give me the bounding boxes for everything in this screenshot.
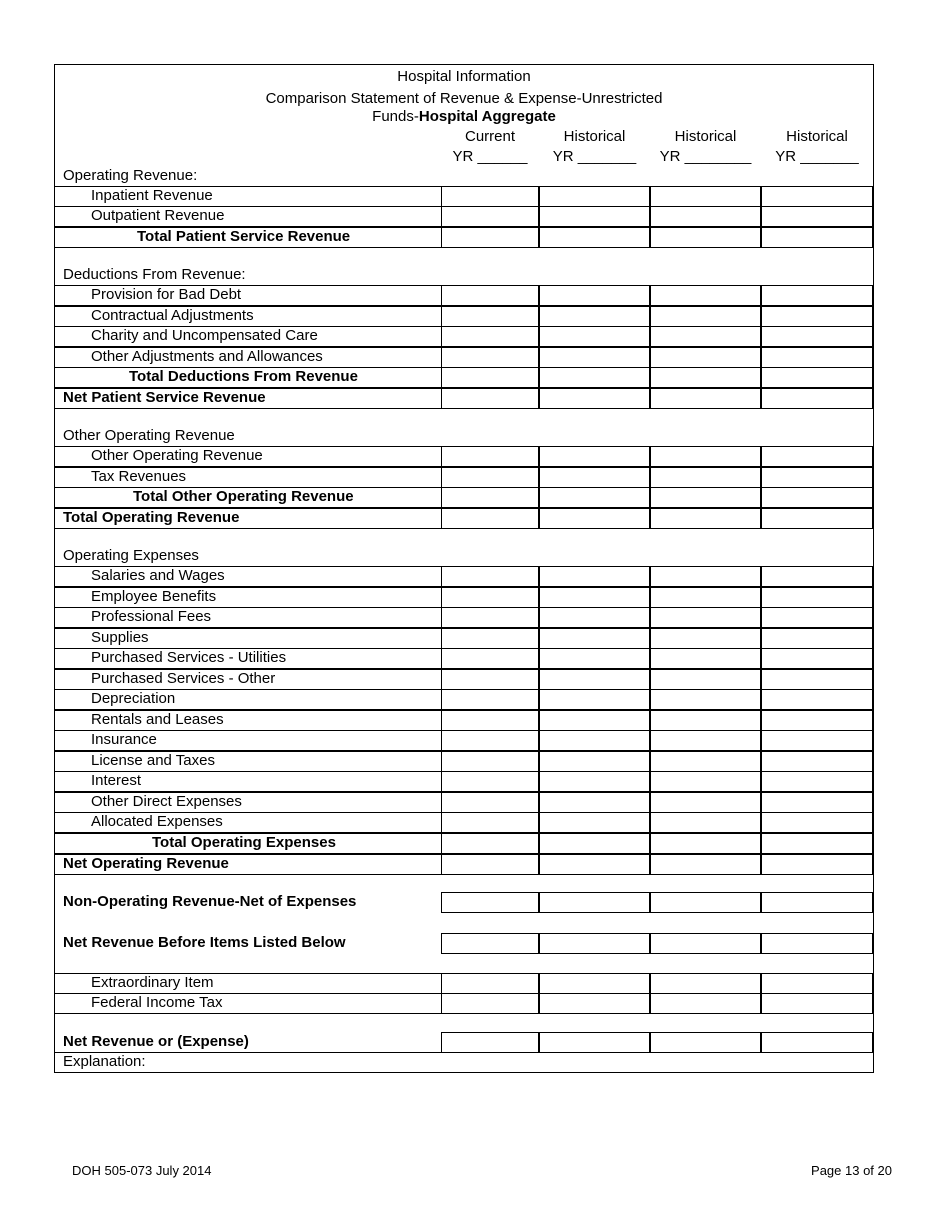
label-operating-revenue: Operating Revenue: (63, 167, 198, 184)
row-net-patient (55, 388, 873, 409)
input-net-operating-col3[interactable] (650, 854, 761, 875)
label-non-operating: Non-Operating Revenue-Net of Expenses (63, 893, 357, 910)
label-net-operating: Net Operating Revenue (63, 855, 229, 872)
form-title: Hospital Information (397, 68, 531, 85)
col-header-historical-2: Historical (674, 128, 737, 145)
input-purchased-other-col2[interactable] (539, 669, 650, 690)
input-non-operating-col1[interactable] (441, 892, 539, 913)
col-header-current: Current (464, 128, 516, 145)
input-charity-col2[interactable] (539, 326, 650, 347)
input-license-col2[interactable] (539, 751, 650, 772)
row-divider (55, 367, 441, 368)
input-non-operating-col3[interactable] (650, 892, 761, 913)
input-extraordinary-col4[interactable] (761, 973, 873, 994)
input-total-patient-col1[interactable] (441, 227, 539, 248)
input-net-operating-col4[interactable] (761, 854, 873, 875)
input-total-operating-revenue-col3[interactable] (650, 508, 761, 529)
input-other-operating-col4[interactable] (761, 446, 873, 467)
input-insurance-col1[interactable] (441, 730, 539, 751)
input-prof-fees-col2[interactable] (539, 607, 650, 628)
input-inpatient-col4[interactable] (761, 186, 873, 207)
row-rentals (55, 710, 873, 731)
input-rentals-col1[interactable] (441, 710, 539, 731)
input-contractual-col2[interactable] (539, 306, 650, 327)
input-extraordinary-col2[interactable] (539, 973, 650, 994)
input-net-before-items-col2[interactable] (539, 933, 650, 954)
section-divider (55, 1013, 873, 1014)
input-outpatient-col4[interactable] (761, 206, 873, 227)
row-divider (55, 607, 441, 608)
input-charity-col3[interactable] (650, 326, 761, 347)
input-other-direct-col3[interactable] (650, 792, 761, 813)
input-total-operating-expenses-col3[interactable] (650, 833, 761, 854)
row-explanation (55, 1052, 873, 1073)
input-other-direct-col1[interactable] (441, 792, 539, 813)
input-other-operating-col3[interactable] (650, 446, 761, 467)
form-subtitle: Comparison Statement of Revenue & Expense-Unrestricted (265, 90, 663, 107)
input-net-patient-col4[interactable] (761, 388, 873, 409)
input-federal-tax-col2[interactable] (539, 993, 650, 1014)
input-allocated-col2[interactable] (539, 812, 650, 833)
page-number: Page 13 of 20 (811, 1163, 892, 1178)
yr-historical-3[interactable]: YR _______ (775, 148, 859, 165)
input-federal-tax-col4[interactable] (761, 993, 873, 1014)
input-total-operating-expenses-col2[interactable] (539, 833, 650, 854)
input-inpatient-col3[interactable] (650, 186, 761, 207)
input-utilities-col4[interactable] (761, 648, 873, 669)
row-divider (55, 628, 441, 629)
input-rentals-col2[interactable] (539, 710, 650, 731)
input-outpatient-col3[interactable] (650, 206, 761, 227)
input-contractual-col4[interactable] (761, 306, 873, 327)
input-purchased-other-col4[interactable] (761, 669, 873, 690)
input-inpatient-col2[interactable] (539, 186, 650, 207)
section-divider (55, 973, 873, 974)
input-net-operating-col1[interactable] (441, 854, 539, 875)
input-net-revenue-col1[interactable] (441, 1032, 539, 1053)
section-divider (55, 1052, 873, 1053)
input-interest-col1[interactable] (441, 771, 539, 792)
row-divider (55, 730, 441, 731)
row-benefits (55, 587, 873, 608)
input-total-operating-revenue-col1[interactable] (441, 508, 539, 529)
row-non-operating (55, 892, 873, 913)
label-total-deductions: Total Deductions From Revenue (129, 368, 358, 385)
label-benefits: Employee Benefits (91, 588, 217, 605)
row-bad-debt (55, 285, 873, 306)
label-outpatient: Outpatient Revenue (91, 207, 225, 224)
input-net-patient-col2[interactable] (539, 388, 650, 409)
input-salaries-col2[interactable] (539, 566, 650, 587)
input-license-col1[interactable] (441, 751, 539, 772)
row-other-adj (55, 347, 873, 368)
row-depreciation (55, 689, 873, 710)
row-divider (55, 1072, 441, 1073)
label-inpatient: Inpatient Revenue (91, 187, 213, 204)
input-prof-fees-col1[interactable] (441, 607, 539, 628)
label-interest: Interest (91, 772, 142, 789)
label-rentals: Rentals and Leases (91, 711, 224, 728)
row-salaries (55, 566, 873, 587)
yr-historical-1[interactable]: YR _______ (552, 148, 637, 165)
row-divider (55, 648, 441, 649)
label-net-before-items: Net Revenue Before Items Listed Below (63, 934, 346, 951)
row-net-revenue (55, 1032, 873, 1053)
input-benefits-col2[interactable] (539, 587, 650, 608)
row-divider (55, 326, 441, 327)
input-purchased-other-col1[interactable] (441, 669, 539, 690)
col-header-historical-1: Historical (563, 128, 626, 145)
row-divider (55, 689, 441, 690)
input-other-adj-col3[interactable] (650, 347, 761, 368)
row-divider (55, 669, 441, 670)
row-net-before-items (55, 933, 873, 954)
input-total-patient-col4[interactable] (761, 227, 873, 248)
row-tax-revenues (55, 467, 873, 488)
input-tax-revenues-col2[interactable] (539, 467, 650, 488)
row-other-direct (55, 792, 873, 813)
input-supplies-col2[interactable] (539, 628, 650, 649)
input-bad-debt-col1[interactable] (441, 285, 539, 306)
input-outpatient-col2[interactable] (539, 206, 650, 227)
row-divider (55, 285, 441, 286)
input-other-operating-col2[interactable] (539, 446, 650, 467)
input-inpatient-col1[interactable] (441, 186, 539, 207)
label-net-revenue: Net Revenue or (Expense) (63, 1033, 249, 1050)
input-federal-tax-col1[interactable] (441, 993, 539, 1014)
row-charity (55, 326, 873, 347)
input-bad-debt-col2[interactable] (539, 285, 650, 306)
label-other-direct: Other Direct Expenses (91, 793, 242, 810)
label-utilities: Purchased Services - Utilities (91, 649, 287, 666)
input-other-direct-col4[interactable] (761, 792, 873, 813)
row-purchased-other (55, 669, 873, 690)
input-total-deductions-col2[interactable] (539, 367, 650, 388)
label-prof-fees: Professional Fees (91, 608, 212, 625)
input-salaries-col1[interactable] (441, 566, 539, 587)
row-interest (55, 771, 873, 792)
input-purchased-other-col3[interactable] (650, 669, 761, 690)
row-operating-revenue (55, 166, 873, 187)
input-other-adj-col1[interactable] (441, 347, 539, 368)
input-rentals-col3[interactable] (650, 710, 761, 731)
input-other-adj-col4[interactable] (761, 347, 873, 368)
input-utilities-col2[interactable] (539, 648, 650, 669)
input-supplies-col3[interactable] (650, 628, 761, 649)
label-supplies: Supplies (91, 629, 149, 646)
input-total-deductions-col4[interactable] (761, 367, 873, 388)
input-insurance-col2[interactable] (539, 730, 650, 751)
row-divider (55, 467, 441, 468)
row-license (55, 751, 873, 772)
label-purchased-other: Purchased Services - Other (91, 670, 276, 687)
input-net-revenue-col4[interactable] (761, 1032, 873, 1053)
label-explanation: Explanation: (63, 1053, 146, 1070)
label-contractual: Contractual Adjustments (91, 307, 254, 324)
input-non-operating-col2[interactable] (539, 892, 650, 913)
row-divider (55, 812, 441, 813)
input-tax-revenues-col3[interactable] (650, 467, 761, 488)
row-divider (55, 408, 441, 409)
yr-historical-2[interactable]: YR ________ (659, 148, 752, 165)
input-bad-debt-col3[interactable] (650, 285, 761, 306)
label-other-operating: Other Operating Revenue (91, 447, 263, 464)
row-divider (55, 854, 441, 855)
input-allocated-col4[interactable] (761, 812, 873, 833)
input-contractual-col1[interactable] (441, 306, 539, 327)
row-divider (55, 792, 441, 793)
input-charity-col1[interactable] (441, 326, 539, 347)
statement-form (54, 64, 874, 1073)
input-total-other-operating-col3[interactable] (650, 487, 761, 508)
row-divider (55, 306, 441, 307)
input-interest-col3[interactable] (650, 771, 761, 792)
input-total-patient-col2[interactable] (539, 227, 650, 248)
row-insurance (55, 730, 873, 751)
input-contractual-col3[interactable] (650, 306, 761, 327)
input-total-other-operating-col2[interactable] (539, 487, 650, 508)
input-benefits-col1[interactable] (441, 587, 539, 608)
input-net-before-items-col1[interactable] (441, 933, 539, 954)
row-divider (55, 528, 441, 529)
row-total-patient (55, 227, 873, 248)
input-license-col4[interactable] (761, 751, 873, 772)
label-net-patient: Net Patient Service Revenue (63, 389, 266, 406)
label-salaries: Salaries and Wages (91, 567, 225, 584)
row-total-deductions (55, 367, 873, 388)
input-supplies-col4[interactable] (761, 628, 873, 649)
row-deductions (55, 265, 873, 286)
row-operating-expenses (55, 546, 873, 567)
row-divider (55, 587, 441, 588)
label-tax-revenues: Tax Revenues (91, 468, 187, 485)
input-utilities-col1[interactable] (441, 648, 539, 669)
input-utilities-col3[interactable] (650, 648, 761, 669)
input-depreciation-col2[interactable] (539, 689, 650, 710)
input-total-deductions-col3[interactable] (650, 367, 761, 388)
label-license: License and Taxes (91, 752, 215, 769)
input-allocated-col1[interactable] (441, 812, 539, 833)
label-total-operating-expenses: Total Operating Expenses (152, 834, 336, 851)
label-total-other-operating: Total Other Operating Revenue (133, 488, 354, 505)
label-operating-expenses: Operating Expenses (63, 547, 199, 564)
row-supplies (55, 628, 873, 649)
row-outpatient (55, 206, 873, 227)
input-total-patient-col3[interactable] (650, 227, 761, 248)
row-divider (55, 566, 441, 567)
input-net-before-items-col4[interactable] (761, 933, 873, 954)
row-extraordinary (55, 973, 873, 994)
row-prof-fees (55, 607, 873, 628)
section-divider (55, 186, 873, 187)
row-divider (55, 347, 441, 348)
input-total-deductions-col1[interactable] (441, 367, 539, 388)
input-extraordinary-col3[interactable] (650, 973, 761, 994)
input-rentals-col4[interactable] (761, 710, 873, 731)
input-supplies-col1[interactable] (441, 628, 539, 649)
label-federal-tax: Federal Income Tax (91, 994, 223, 1011)
row-other-operating-hdr (55, 426, 873, 447)
yr-current[interactable]: YR ______ (452, 148, 528, 165)
label-depreciation: Depreciation (91, 690, 176, 707)
row-divider (55, 771, 441, 772)
input-total-operating-expenses-col1[interactable] (441, 833, 539, 854)
row-divider (55, 487, 441, 488)
row-net-operating (55, 854, 873, 875)
input-allocated-col3[interactable] (650, 812, 761, 833)
row-divider (55, 227, 441, 228)
row-divider (55, 508, 441, 509)
hospital-aggregate-label: Hospital Aggregate (418, 108, 556, 125)
row-utilities (55, 648, 873, 669)
input-net-operating-col2[interactable] (539, 854, 650, 875)
input-tax-revenues-col4[interactable] (761, 467, 873, 488)
row-divider (55, 833, 441, 834)
input-bad-debt-col4[interactable] (761, 285, 873, 306)
input-insurance-col4[interactable] (761, 730, 873, 751)
row-federal-tax (55, 993, 873, 1014)
row-total-other-operating (55, 487, 873, 508)
input-other-operating-col1[interactable] (441, 446, 539, 467)
row-other-operating (55, 446, 873, 467)
input-tax-revenues-col1[interactable] (441, 467, 539, 488)
input-interest-col4[interactable] (761, 771, 873, 792)
form-subtitle-funds: Funds-Hospital Aggregate (372, 108, 556, 125)
input-salaries-col3[interactable] (650, 566, 761, 587)
row-allocated (55, 812, 873, 833)
input-salaries-col4[interactable] (761, 566, 873, 587)
row-divider (55, 446, 441, 447)
label-other-adj: Other Adjustments and Allowances (91, 348, 323, 365)
label-charity: Charity and Uncompensated Care (91, 327, 318, 344)
label-total-operating-revenue: Total Operating Revenue (63, 509, 240, 526)
input-total-operating-revenue-col4[interactable] (761, 508, 873, 529)
input-net-revenue-col3[interactable] (650, 1032, 761, 1053)
row-total-operating-revenue (55, 508, 873, 529)
row-divider (55, 993, 441, 994)
input-other-direct-col2[interactable] (539, 792, 650, 813)
form-number: DOH 505-073 July 2014 (72, 1163, 212, 1178)
row-inpatient (55, 186, 873, 207)
input-total-operating-revenue-col2[interactable] (539, 508, 650, 529)
input-depreciation-col3[interactable] (650, 689, 761, 710)
label-extraordinary: Extraordinary Item (91, 974, 214, 991)
input-outpatient-col1[interactable] (441, 206, 539, 227)
label-bad-debt: Provision for Bad Debt (91, 286, 242, 303)
row-divider (55, 206, 441, 207)
input-net-before-items-col3[interactable] (650, 933, 761, 954)
input-total-other-operating-col4[interactable] (761, 487, 873, 508)
row-divider (55, 710, 441, 711)
label-deductions: Deductions From Revenue: (63, 266, 246, 283)
input-other-adj-col2[interactable] (539, 347, 650, 368)
row-divider (55, 751, 441, 752)
input-benefits-col3[interactable] (650, 587, 761, 608)
input-non-operating-col4[interactable] (761, 892, 873, 913)
input-charity-col4[interactable] (761, 326, 873, 347)
input-total-operating-expenses-col4[interactable] (761, 833, 873, 854)
label-total-patient: Total Patient Service Revenue (137, 228, 351, 245)
input-insurance-col3[interactable] (650, 730, 761, 751)
input-depreciation-col4[interactable] (761, 689, 873, 710)
row-divider (55, 388, 441, 389)
row-divider (55, 874, 441, 875)
input-interest-col2[interactable] (539, 771, 650, 792)
label-allocated: Allocated Expenses (91, 813, 223, 830)
row-divider (55, 247, 441, 248)
input-prof-fees-col3[interactable] (650, 607, 761, 628)
col-header-historical-3: Historical (786, 128, 848, 145)
input-prof-fees-col4[interactable] (761, 607, 873, 628)
row-contractual (55, 306, 873, 327)
input-benefits-col4[interactable] (761, 587, 873, 608)
input-net-revenue-col2[interactable] (539, 1032, 650, 1053)
input-net-patient-col1[interactable] (441, 388, 539, 409)
input-total-other-operating-col1[interactable] (441, 487, 539, 508)
input-extraordinary-col1[interactable] (441, 973, 539, 994)
label-other-operating-hdr: Other Operating Revenue (63, 427, 235, 444)
row-total-operating-expenses (55, 833, 873, 854)
input-federal-tax-col3[interactable] (650, 993, 761, 1014)
input-license-col3[interactable] (650, 751, 761, 772)
label-insurance: Insurance (91, 731, 157, 748)
input-depreciation-col1[interactable] (441, 689, 539, 710)
input-net-patient-col3[interactable] (650, 388, 761, 409)
